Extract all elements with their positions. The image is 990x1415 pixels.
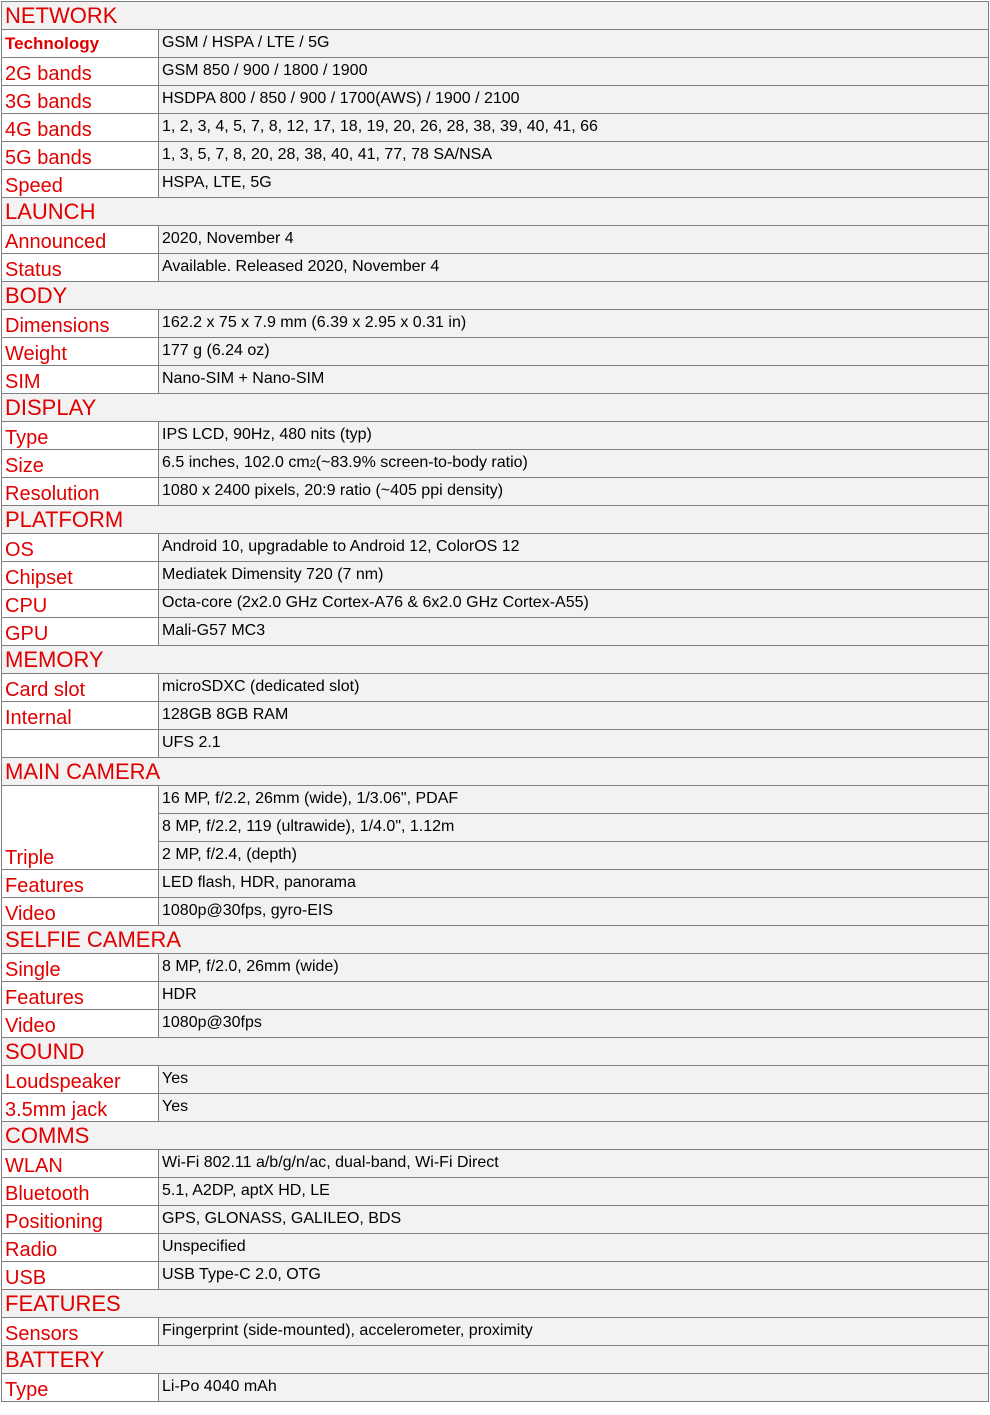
spec-value: Octa-core (2x2.0 GHz Cortex-A76 & 6x2.0 GHz Cortex-A55) <box>158 589 989 617</box>
spec-row <box>1 533 989 561</box>
spec-label-sim: SIM <box>1 365 158 393</box>
spec-row <box>1 337 989 365</box>
spec-row <box>1 1261 989 1289</box>
spec-label-3g-bands: 3G bands <box>1 85 158 113</box>
spec-row <box>1 1093 989 1121</box>
spec-value: 128GB 8GB RAM <box>158 701 989 729</box>
spec-value: microSDXC (dedicated slot) <box>158 673 989 701</box>
spec-value: 16 MP, f/2.2, 26mm (wide), 1/3.06", PDAF <box>158 785 989 813</box>
spec-label-usb: USB <box>1 1261 158 1289</box>
spec-value: Yes <box>158 1065 989 1093</box>
spec-label-triple: Triple <box>1 841 158 869</box>
spec-row <box>1 421 989 449</box>
spec-value: 1080 x 2400 pixels, 20:9 ratio (~405 ppi density) <box>158 477 989 505</box>
spec-label-blank <box>1 729 158 757</box>
spec-row <box>1 85 989 113</box>
spec-label-announced: Announced <box>1 225 158 253</box>
spec-row <box>1 169 989 197</box>
spec-label-single: Single <box>1 953 158 981</box>
spec-value: 177 g (6.24 oz) <box>158 337 989 365</box>
spec-label-3-5mm-jack: 3.5mm jack <box>1 1093 158 1121</box>
spec-label-5g-bands: 5G bands <box>1 141 158 169</box>
spec-value: Mali-G57 MC3 <box>158 617 989 645</box>
spec-row <box>1 113 989 141</box>
spec-row <box>1 1177 989 1205</box>
spec-label-positioning: Positioning <box>1 1205 158 1233</box>
spec-value: Wi-Fi 802.11 a/b/g/n/ac, dual-band, Wi-Fi Direct <box>158 1149 989 1177</box>
spec-value: 2020, November 4 <box>158 225 989 253</box>
spec-value: UFS 2.1 <box>158 729 989 757</box>
spec-label-gpu: GPU <box>1 617 158 645</box>
spec-value <box>158 449 989 477</box>
section-header-network: NETWORK <box>1 1 989 29</box>
spec-value: Mediatek Dimensity 720 (7 nm) <box>158 561 989 589</box>
spec-value-subscript: 2 <box>309 458 316 470</box>
spec-label-features: Features <box>1 869 158 897</box>
spec-value: 1080p@30fps, gyro-EIS <box>158 897 989 925</box>
section-header-comms: COMMS <box>1 1121 989 1149</box>
spec-row <box>1 57 989 85</box>
table-bottom-border <box>1 1401 989 1402</box>
spec-label-cpu: CPU <box>1 589 158 617</box>
spec-label-4g-bands: 4G bands <box>1 113 158 141</box>
spec-row <box>1 785 989 813</box>
spec-row <box>1 673 989 701</box>
spec-value: Nano-SIM + Nano-SIM <box>158 365 989 393</box>
spec-value-text: (~83.9% screen-to-body ratio) <box>315 454 528 471</box>
spec-label-chipset: Chipset <box>1 561 158 589</box>
spec-row <box>1 1009 989 1037</box>
section-header-launch: LAUNCH <box>1 197 989 225</box>
spec-value: GPS, GLONASS, GALILEO, BDS <box>158 1205 989 1233</box>
spec-row <box>1 477 989 505</box>
spec-label-os: OS <box>1 533 158 561</box>
spec-row <box>1 617 989 645</box>
spec-row <box>1 1317 989 1345</box>
spec-value: 162.2 x 75 x 7.9 mm (6.39 x 2.95 x 0.31 in) <box>158 309 989 337</box>
section-header-features: FEATURES <box>1 1289 989 1317</box>
spec-value: USB Type-C 2.0, OTG <box>158 1261 989 1289</box>
spec-value: LED flash, HDR, panorama <box>158 869 989 897</box>
section-header-selfie-camera: SELFIE CAMERA <box>1 925 989 953</box>
spec-row <box>1 813 989 841</box>
spec-row <box>1 253 989 281</box>
spec-label-internal: Internal <box>1 701 158 729</box>
spec-row <box>1 29 989 57</box>
spec-row <box>1 561 989 589</box>
spec-label-speed: Speed <box>1 169 158 197</box>
spec-value-text: 6.5 inches, 102.0 cm <box>162 454 310 471</box>
spec-row <box>1 981 989 1009</box>
spec-label-resolution: Resolution <box>1 477 158 505</box>
section-header-platform: PLATFORM <box>1 505 989 533</box>
spec-label-video: Video <box>1 897 158 925</box>
spec-sheet <box>1 1 989 1401</box>
spec-value: Fingerprint (side-mounted), accelerometer, proximity <box>158 1317 989 1345</box>
spec-value: 8 MP, f/2.2, 119 (ultrawide), 1/4.0", 1.12m <box>158 813 989 841</box>
section-header-battery: BATTERY <box>1 1345 989 1373</box>
spec-label-wlan: WLAN <box>1 1149 158 1177</box>
section-header-sound: SOUND <box>1 1037 989 1065</box>
spec-label-technology: Technology <box>1 29 158 57</box>
spec-value: Android 10, upgradable to Android 12, ColorOS 12 <box>158 533 989 561</box>
spec-label-blank <box>1 785 158 813</box>
spec-label-card-slot: Card slot <box>1 673 158 701</box>
spec-row <box>1 365 989 393</box>
spec-value: 1080p@30fps <box>158 1009 989 1037</box>
spec-row <box>1 589 989 617</box>
spec-value: 5.1, A2DP, aptX HD, LE <box>158 1177 989 1205</box>
spec-value: Li-Po 4040 mAh <box>158 1373 989 1401</box>
spec-row <box>1 869 989 897</box>
spec-label-loudspeaker: Loudspeaker <box>1 1065 158 1093</box>
spec-label-2g-bands: 2G bands <box>1 57 158 85</box>
spec-value: Unspecified <box>158 1233 989 1261</box>
spec-value: Available. Released 2020, November 4 <box>158 253 989 281</box>
spec-row <box>1 1149 989 1177</box>
spec-row <box>1 1233 989 1261</box>
spec-row <box>1 1373 989 1401</box>
spec-row <box>1 141 989 169</box>
spec-label-size: Size <box>1 449 158 477</box>
spec-value: HSDPA 800 / 850 / 900 / 1700(AWS) / 1900 / 2100 <box>158 85 989 113</box>
spec-value: 2 MP, f/2.4, (depth) <box>158 841 989 869</box>
spec-label-weight: Weight <box>1 337 158 365</box>
spec-value: IPS LCD, 90Hz, 480 nits (typ) <box>158 421 989 449</box>
spec-value: 1, 2, 3, 4, 5, 7, 8, 12, 17, 18, 19, 20, 26, 28, 38, 39, 40, 41, 66 <box>158 113 989 141</box>
spec-value: Yes <box>158 1093 989 1121</box>
spec-row <box>1 729 989 757</box>
section-header-body: BODY <box>1 281 989 309</box>
spec-row <box>1 225 989 253</box>
spec-value: 8 MP, f/2.0, 26mm (wide) <box>158 953 989 981</box>
spec-value: HDR <box>158 981 989 1009</box>
spec-label-type: Type <box>1 421 158 449</box>
spec-label-dimensions: Dimensions <box>1 309 158 337</box>
spec-row <box>1 701 989 729</box>
spec-label-sensors: Sensors <box>1 1317 158 1345</box>
spec-label-video: Video <box>1 1009 158 1037</box>
spec-row <box>1 449 989 477</box>
spec-label-type: Type <box>1 1373 158 1401</box>
spec-row <box>1 309 989 337</box>
spec-label-radio: Radio <box>1 1233 158 1261</box>
spec-value: 1, 3, 5, 7, 8, 20, 28, 38, 40, 41, 77, 78 SA/NSA <box>158 141 989 169</box>
spec-row <box>1 953 989 981</box>
section-header-memory: MEMORY <box>1 645 989 673</box>
spec-row <box>1 1205 989 1233</box>
spec-value: GSM / HSPA / LTE / 5G <box>158 29 989 57</box>
spec-value: GSM 850 / 900 / 1800 / 1900 <box>158 57 989 85</box>
spec-row <box>1 1065 989 1093</box>
spec-label-blank <box>1 813 158 841</box>
spec-label-features: Features <box>1 981 158 1009</box>
spec-label-status: Status <box>1 253 158 281</box>
spec-row <box>1 897 989 925</box>
spec-row <box>1 841 989 869</box>
spec-value: HSPA, LTE, 5G <box>158 169 989 197</box>
spec-label-bluetooth: Bluetooth <box>1 1177 158 1205</box>
section-header-display: DISPLAY <box>1 393 989 421</box>
section-header-main-camera: MAIN CAMERA <box>1 757 989 785</box>
